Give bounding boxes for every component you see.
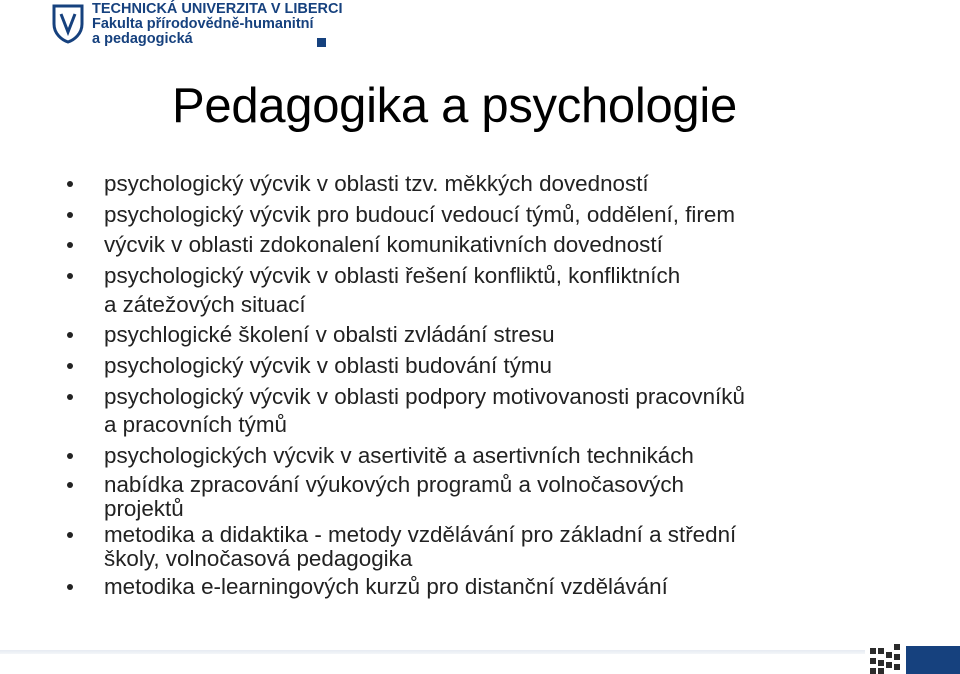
bullet-dot-icon <box>67 332 73 338</box>
list-item-text: školy, volnočasová pedagogika <box>104 545 413 571</box>
list-item-text: metodika a didaktika - metody vzdělávání pro základní a střední <box>104 521 737 547</box>
list-item-text: projektů <box>104 495 184 521</box>
list-item <box>0 262 960 319</box>
list-item-text: metodika e-learningových kurzů pro distanční vzdělávání <box>104 573 668 599</box>
list-item-text: psychologických výcvik v asertivitě a asertivních technikách <box>104 442 694 468</box>
list-item-text: a zátežových situací <box>104 291 306 317</box>
bullet-dot-icon <box>67 242 73 248</box>
list-item <box>0 231 960 260</box>
pixel-pattern-icon <box>868 644 904 674</box>
bullet-dot-icon <box>67 273 73 279</box>
bullet-dot-icon <box>67 363 73 369</box>
list-item <box>0 383 960 440</box>
logo-line-faculty-cont: a pedagogická <box>92 31 193 47</box>
bullet-list <box>0 170 960 604</box>
bullet-dot-icon <box>67 394 73 400</box>
list-item <box>0 573 960 602</box>
list-item <box>0 352 960 381</box>
logo-line-faculty: Fakulta přírodovědně-humanitní <box>92 16 314 32</box>
corner-brand-block <box>906 646 960 674</box>
list-item-text: psychologický výcvik v oblasti tzv. měkkých dovedností <box>104 171 649 196</box>
bullet-dot-icon <box>67 584 73 590</box>
slide-title: Pedagogika a psychologie <box>172 79 737 133</box>
bullet-dot-icon <box>67 212 73 218</box>
logo-square-mark <box>317 38 326 47</box>
list-item <box>0 170 960 199</box>
shield-logo-icon <box>52 4 84 44</box>
bullet-dot-icon <box>67 453 73 459</box>
list-item-text: psychologický výcvik v oblasti podpory motivovanosti pracovníků <box>104 383 745 409</box>
list-item-text: a pracovních týmů <box>104 412 287 438</box>
bullet-dot-icon <box>67 181 73 187</box>
list-item <box>0 473 960 521</box>
footer-divider <box>0 650 865 654</box>
list-item-text: psychologický výcvik v oblasti budování týmu <box>104 352 553 378</box>
list-item <box>0 523 960 571</box>
bullet-dot-icon <box>67 532 73 538</box>
list-item-text: nabídka zpracování výukových programů a volnočasových <box>104 471 684 497</box>
list-item-text: psychologický výcvik pro budoucí vedoucí týmů, oddělení, firem <box>104 201 735 227</box>
list-item <box>0 442 960 471</box>
list-item-text: výcvik v oblasti zdokonalení komunikativních dovedností <box>104 232 663 258</box>
logo-line-university: TECHNICKÁ UNIVERZITA V LIBERCI <box>92 1 343 17</box>
list-item-text: psychlogické školení v obalsti zvládání stresu <box>104 322 555 348</box>
bullet-dot-icon <box>67 482 73 488</box>
list-item <box>0 201 960 230</box>
list-item <box>0 321 960 350</box>
list-item-text: psychologický výcvik v oblasti řešení konfliktů, konfliktních <box>104 263 681 289</box>
university-name <box>92 2 343 47</box>
university-logo <box>52 2 342 52</box>
